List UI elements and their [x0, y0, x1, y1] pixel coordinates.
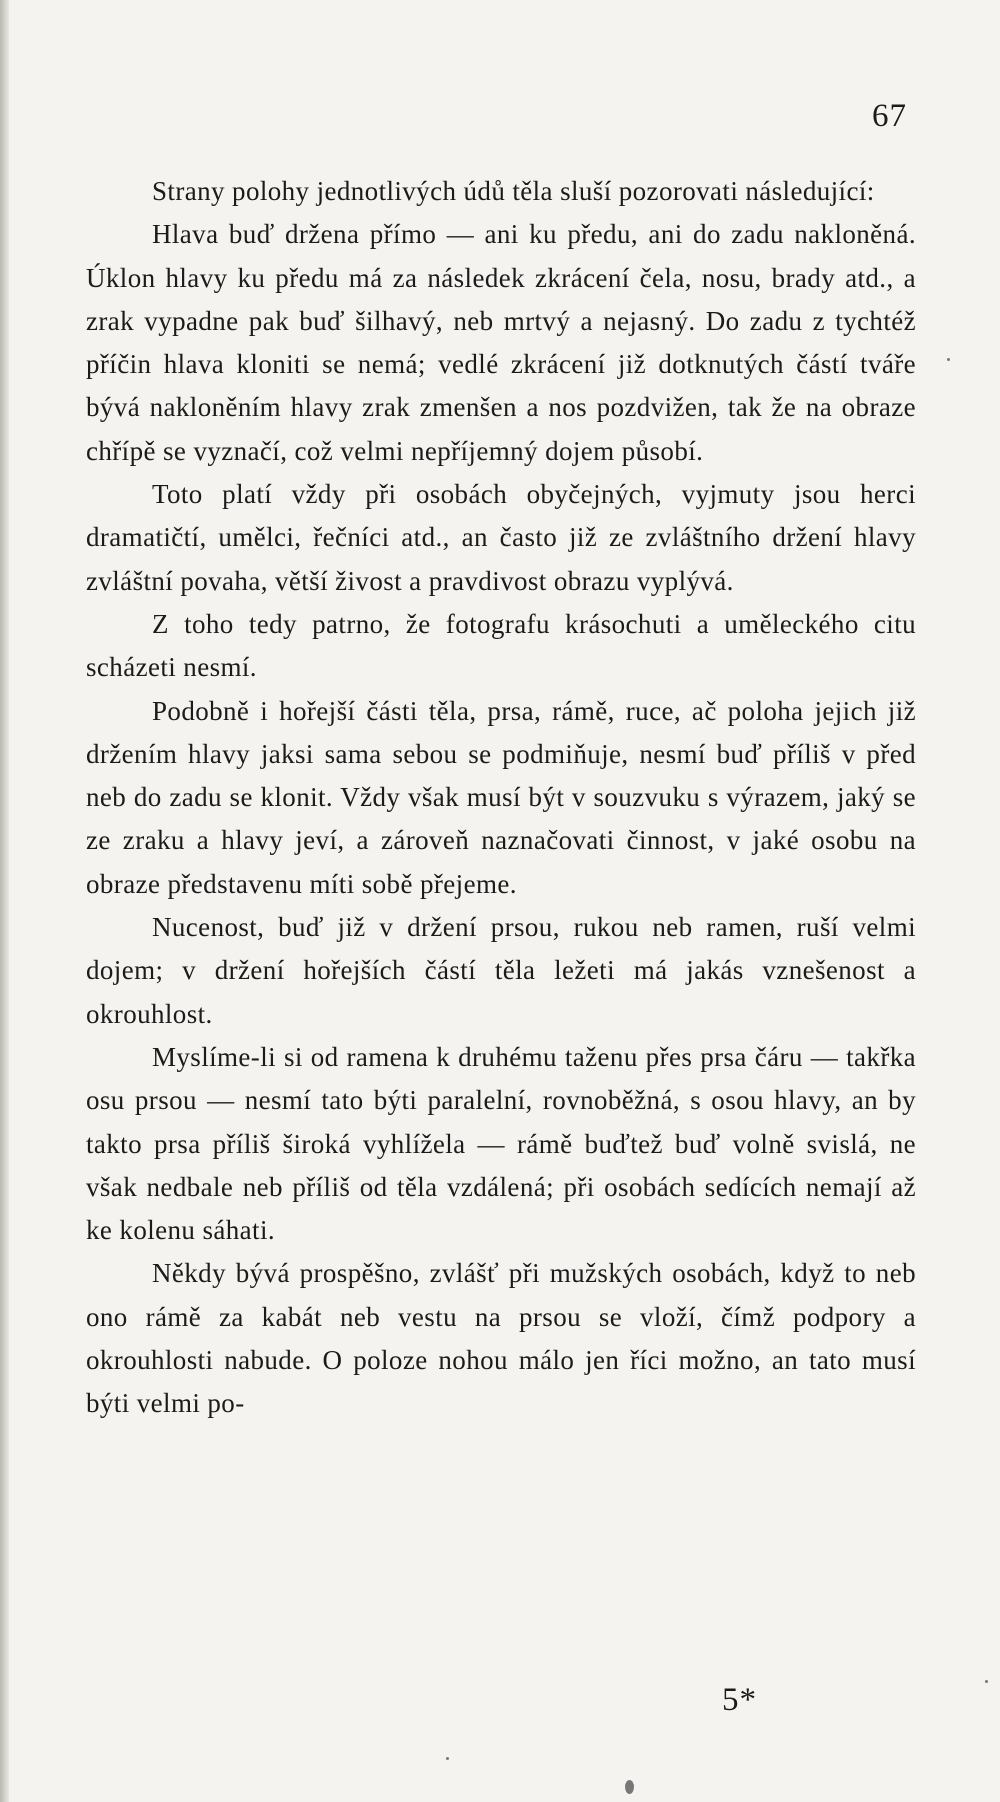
- ink-speck: [625, 1780, 634, 1794]
- paragraph: Hlava buď držena přímo — ani ku předu, ani do zadu nakloněná. Úklon hlavy ku předu má za následek zkrácení čela, nosu, brady atd., a zrak vypadne pak buď šilhavý, neb mrtvý a nejasný. Do zadu z tychtéž příčin hlava kloniti se nemá; vedlé zkrácení již dotknutých částí tváře bývá nakloněním hlavy zrak zmenšen a nos pozdvižen, tak že na obraze chřípě se vyznačí, což velmi nepříjemný dojem působí.: [86, 219, 916, 466]
- paragraph: Toto platí vždy při osobách obyčejných, vyjmuty jsou herci dramatičtí, umělci, řečníci atd., an často již ze zvláštního držení hlavy zvláštní povaha, větší živost a pravdivost obrazu vyplývá.: [86, 479, 916, 596]
- ink-speck: [947, 358, 950, 361]
- paragraph: Někdy bývá prospěšno, zvlášť při mužských osobách, když to neb ono rámě za kabát neb vestu na prsou se vloží, čímž podpory a okrouhlosti nabude. O poloze nohou málo jen říci možno, an tato musí býti velmi po-: [86, 1258, 916, 1419]
- paragraph: Strany polohy jednotlivých údů těla sluší pozorovati následující:: [152, 176, 875, 206]
- signature-mark: 5*: [722, 1682, 757, 1718]
- paragraph: Myslíme-li si od ramena k druhému taženu přes prsa čáru — takřka osu prsou — nesmí tato býti paralelní, rovnoběžná, s osou hlavy, an by takto prsa příliš široká vyhlížela — rámě buďtež buď volně svislá, ne však nedbale neb příliš od těla vzdálená; při osobách sedících nemají až ke kolenu sáhati.: [86, 1041, 916, 1246]
- body-text: [86, 170, 916, 1426]
- paragraph: Nucenost, buď již v držení prsou, rukou neb ramen, ruší velmi dojem; v držení hořejších částí těla ležeti má jakás vznešenost a okrouhlost.: [86, 912, 916, 1029]
- paragraph: Z toho tedy patrno, že fotografu krásochuti a uměleckého citu scházeti nesmí.: [86, 608, 916, 683]
- ink-speck: [446, 1757, 449, 1760]
- page-number: 67: [872, 98, 907, 134]
- page-binding-edge: [0, 0, 9, 1802]
- paragraph: Podobně i hořejší části těla, prsa, rámě, ruce, ač poloha jejich již držením hlavy jaksi sama sebou se podmiňuje, nesmí buď příliš v před neb do zadu se klonit. Vždy však musí být v souzvuku s výrazem, jaký se ze zraku a hlavy jeví, a zároveň naznačovati činnost, v jaké osobu na obraze představenu míti sobě přejeme.: [86, 695, 916, 899]
- ink-speck: [985, 1680, 988, 1683]
